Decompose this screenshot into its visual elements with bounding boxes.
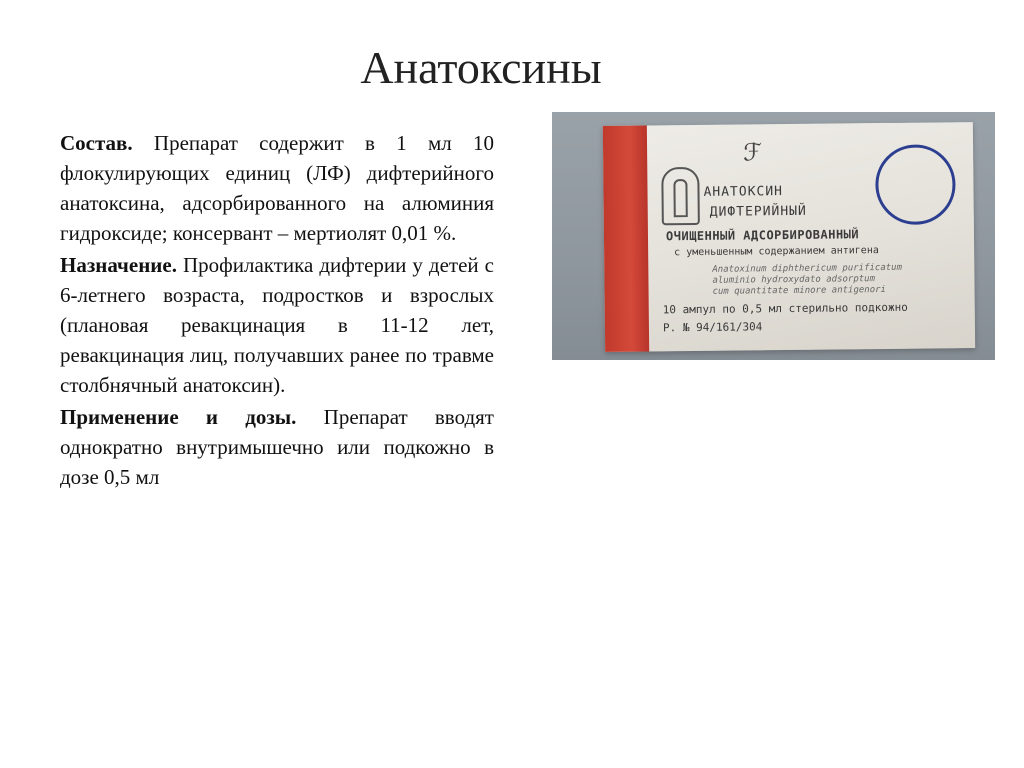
slide-title: Анатоксины <box>360 42 602 93</box>
box-text-line: с уменьшенным содержанием антигена <box>674 245 879 259</box>
ampoule-box <box>603 122 975 352</box>
heading-composition: Состав. <box>60 131 133 155</box>
paragraph-composition <box>60 128 494 248</box>
heading-purpose: Назначение. <box>60 253 177 277</box>
box-text-line: АНАТОКСИН <box>703 184 784 200</box>
box-text-line: cum quantitate minore antigenori <box>712 284 887 297</box>
stamp-circle-icon <box>875 144 956 225</box>
handwritten-mark: ℱ <box>742 138 763 167</box>
slide-body <box>60 128 494 494</box>
paragraph-purpose <box>60 250 494 400</box>
red-stripe <box>603 125 649 351</box>
paragraph-usage <box>60 402 494 492</box>
heading-usage: Применение и дозы. <box>60 405 297 429</box>
box-text-line: Р. № 94/161/304 <box>662 320 763 335</box>
box-text-line: ОЧИЩЕННЫЙ АДСОРБИРОВАННЫЙ <box>665 227 860 244</box>
manufacturer-logo-icon <box>661 167 700 225</box>
box-text-line: Anatoxinum diphthericum purificatum <box>712 262 903 275</box>
text-usage: Препарат вводят однократно внутримышечно или подкожно в дозе 0,5 мл <box>60 405 494 489</box>
box-text-line: 10 ампул по 0,5 мл стерильно подкожно <box>662 300 908 317</box>
text-purpose: Профилактика дифтерии у детей с 6-летнего возраста, подростков и взрослых (плановая ревакцинация в 11-12 лет, ревакцинация лиц, получавших ранее по травме столбнячный анатоксин). <box>60 253 494 397</box>
text-composition: Препарат содержит в 1 мл 10 флокулирующих единиц (ЛФ) дифтерийного анатоксина, адсорбированного на алюминия гидроксиде; консервант – мертиолят 0,01 %. <box>60 131 494 245</box>
box-text-line: aluminio hydroxydato adsorptum <box>712 274 876 286</box>
product-photo <box>552 112 995 360</box>
box-text-line: ДИФТЕРИЙНЫЙ <box>709 203 807 220</box>
